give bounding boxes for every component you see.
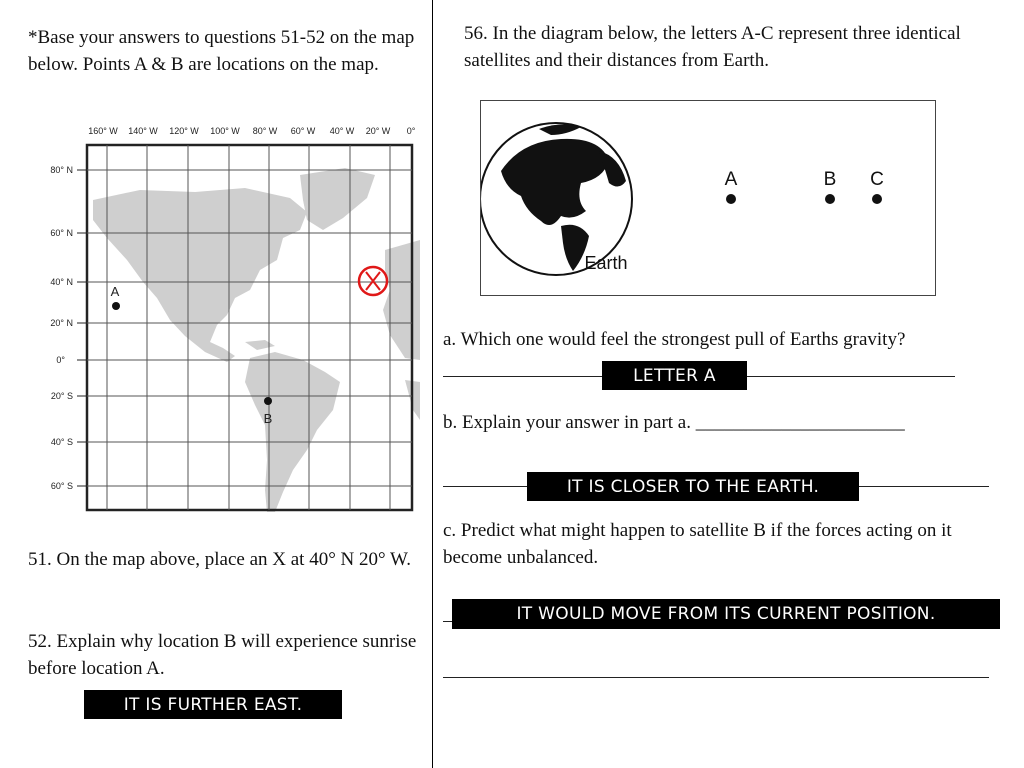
satellite-c-label: C: [870, 169, 884, 190]
lat-label: 40° N: [50, 277, 73, 287]
lon-label: 120° W: [169, 126, 199, 136]
intro-text: *Base your answers to questions 51-52 on the map below. Points A & B are locations on the map.: [28, 27, 415, 75]
x-marker: [359, 267, 387, 295]
satellite-b-label: B: [823, 169, 837, 190]
earth-label: Earth: [584, 253, 628, 273]
lon-label: 60° W: [290, 126, 316, 136]
point-a-label: A: [110, 284, 120, 299]
satellite-a: [726, 194, 736, 204]
lat-label: 20° N: [50, 318, 73, 328]
satellite-a-label: A: [724, 169, 738, 190]
lon-label: 140° W: [128, 126, 158, 136]
question-51: 51. On the map above, place an X at 40° N 20° W.: [28, 549, 411, 570]
question-56: 56. In the diagram below, the letters A-C represent three identical satellites and their distances from Earth.: [464, 23, 961, 71]
satellite-c: [872, 194, 882, 204]
satellite-b: [825, 194, 835, 204]
question-56b: b. Explain your answer in part a. ______________________: [443, 412, 905, 433]
point-b-label: B: [263, 411, 273, 426]
landmass: [93, 168, 420, 512]
satellite-diagram: [480, 100, 936, 296]
point-a-dot: [112, 302, 120, 310]
lon-label: 160° W: [88, 126, 118, 136]
lat-label: 60° S: [50, 481, 73, 491]
lat-label: 0°: [56, 355, 65, 365]
lat-label: 40° S: [50, 437, 73, 447]
lon-label: 20° W: [365, 126, 391, 136]
lat-label: 80° N: [50, 165, 73, 175]
question-56c: c. Predict what might happen to satellite B if the forces acting on it become unbalanced.: [443, 520, 952, 568]
lat-label: 60° N: [50, 228, 73, 238]
answer-56c: IT WOULD MOVE FROM ITS CURRENT POSITION.: [452, 599, 1000, 629]
point-b-dot: [264, 397, 272, 405]
lon-label: 0°: [406, 126, 416, 136]
answer-56b: IT IS CLOSER TO THE EARTH.: [527, 472, 859, 501]
lon-label: 40° W: [329, 126, 355, 136]
column-divider: [432, 0, 433, 768]
question-56a: a. Which one would feel the strongest pull of Earths gravity?: [443, 329, 906, 350]
world-map: [45, 120, 420, 520]
answer-52: IT IS FURTHER EAST.: [84, 690, 342, 719]
question-52: 52. Explain why location B will experience sunrise before location A.: [28, 631, 417, 679]
lon-label: 80° W: [252, 126, 278, 136]
answer-line-c2: [443, 677, 989, 678]
lon-label: 100° W: [210, 126, 240, 136]
lat-label: 20° S: [50, 391, 73, 401]
answer-56a: LETTER A: [602, 361, 747, 390]
